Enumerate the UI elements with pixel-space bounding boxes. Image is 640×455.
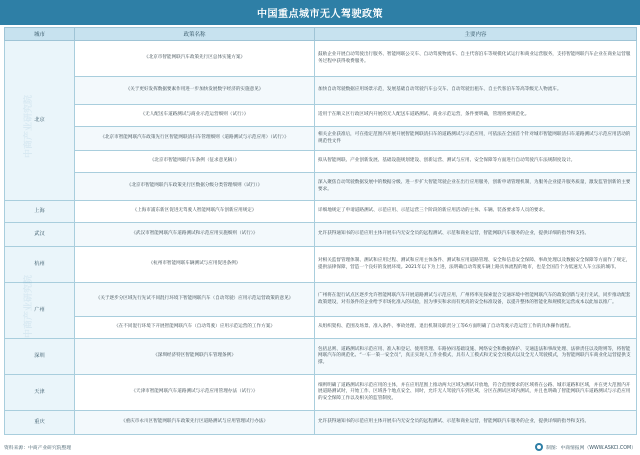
city-cell: 北京	[5, 41, 75, 201]
table-row	[5, 41, 637, 77]
city-cell: 武汉	[5, 223, 75, 247]
city-cell: 广州	[5, 283, 75, 339]
table-row	[5, 127, 637, 151]
city-cell: 天津	[5, 375, 75, 411]
header-city: 城市	[5, 28, 75, 41]
policy-name-cell: 《关于逐步分区域先行先试不同混行环境下智能网联汽车（自动驾驶）应用示范运营政策的意见》	[75, 283, 315, 317]
policy-name-cell: 《深圳经济特区智能网联汽车管理条例》	[75, 339, 315, 375]
table-row	[5, 375, 637, 411]
table-row	[5, 411, 637, 435]
policy-name-cell: 《上海市浦东新区促进无驾驶人智能网联汽车创新应用规定》	[75, 201, 315, 223]
source-note: 资料来源：中商产业研究院整理	[4, 445, 72, 451]
policy-name-cell: 《北京市智能网联汽车政策先行区总体实施方案》	[75, 41, 315, 77]
policy-name-cell: 《北京市智能网联汽车政策先行区数据分级分类管理细则（试行）》	[75, 173, 315, 201]
city-cell: 杭州	[5, 247, 75, 283]
brand	[535, 443, 636, 451]
header-summary: 主要内容	[315, 28, 637, 41]
header-policy: 政策名称	[75, 28, 315, 41]
policy-name-cell: 《杭州市智能网联车辆测试与应用促进条例》	[75, 247, 315, 283]
city-cell: 重庆	[5, 411, 75, 435]
policy-name-cell: 《在不同混行环境下开展智能网联汽车（自动驾驶）应用示范运营的工作方案》	[75, 317, 315, 339]
summary-cell: 详细地规定了申请道路测试、示范应用、示范运营三个阶段的新应用活动的主体、车辆、装备要求等人员的要求。	[315, 201, 637, 223]
summary-cell: 包括总则、道路测试和示范应用、准入和登记、使用管理、车路协同基础设施、网络安全和数据保护、交通违法和事故处理、法律责任以及附则等，将智能网联汽车的规范化、“一车一策一安全员”，真正实现人工作业模式，具有人工模式和无安全员模式以及全无人驾驶模式，为智能网联汽车商业化运营提供支撑。	[315, 339, 637, 375]
city-cell: 深圳	[5, 339, 75, 375]
summary-cell: 相关企业获准后，可在指定范围内开展开展智能网联清扫车的道路测试与示范应用，可依法在全国首个针对城市智能网联清扫车道路测试与示范应用活动的规范性文件	[315, 127, 637, 151]
table-row	[5, 223, 637, 247]
table-row	[5, 173, 637, 201]
summary-cell: 允许获得通知书的示范应用主体开展车内无安全员的远程测试、示范和商业运营，智能网联汽车服务的企业，提供详细的指导和支持。	[315, 411, 637, 435]
table-row	[5, 151, 637, 173]
table-row	[5, 283, 637, 317]
summary-cell: 细则明确了道路测试和示范应用的主体，并在应用范围上推动两大区域为测试开放地，符合范围要求的区域将在公路、城市道路和区域，并在更大范围内开展道路测试时，开始工作、区域各个地点安全、同时，允许无人驾驶汽车到区域、分区在测试区域内测试，并且也明确了智能网联汽车道路测试与示范应用的安全保障工作以及相关的监管制度。	[315, 375, 637, 411]
city-cell: 上海	[5, 201, 75, 223]
table-row	[5, 77, 637, 105]
policy-name-cell: 《天津市智能网联汽车道路测试与示范应用管理办法（试行）》	[75, 375, 315, 411]
brand-text: 制图：中商情报网（WWW.ASKCI.COM）	[546, 445, 636, 451]
page-title: 中国重点城市无人驾驶政策	[0, 0, 640, 25]
policy-name-cell: 《北京市智能网联汽车政策先行区智能网联清扫车管理细则（道路测试与示范应用）（试行）》	[75, 127, 315, 151]
summary-cell: 拟从智能网联、产业创新发展、基础设施规划建设、创新运营、测试与应用、安全保障等方面进行自动驾驶汽车法规制度设计。	[315, 151, 637, 173]
policy-name-cell: 《关于更好发挥数据要素作用进一步加快发展数字经济的实施意见》	[75, 77, 315, 105]
policy-name-cell: 《武汉市智能网联汽车道路测试和示范应用实施细则（试行）》	[75, 223, 315, 247]
policy-table	[4, 27, 637, 435]
table-row	[5, 105, 637, 127]
summary-cell: 加快自动驾驶数据应用场景示范，发展基础自动驾驶汽车公交车、自动驾驶出租车、自主代客泊车等高等级无人物流车。	[315, 77, 637, 105]
summary-cell: 对相关监督管理体制、测试和应用过程、测试和应用主体条件、测试和应用道路管理、安全和信息安全保障、事故处理以及数据安全保障等方面作了规定，提供法律保障，营造一个良好的发展环境。2021年以下为上进，法明确自动驾驶车辆上路具体流程的地市，也是全国首个为低速无人车立法的城市。	[315, 247, 637, 283]
table-header-row	[5, 28, 637, 41]
policy-name-cell: 《北京市智能网联汽车条例（征求意见稿）》	[75, 151, 315, 173]
table-row	[5, 201, 637, 223]
summary-cell: 允许获得通知书的示范应用主体开展车内无安全员的远程测试、示范和商业运营，智能网联汽车服务的企业，提供详细的指导和支持。	[315, 223, 637, 247]
table-row	[5, 317, 637, 339]
table-row	[5, 247, 637, 283]
footer	[4, 441, 636, 453]
summary-cell: 从组织架构、范围及场景、准入条件、事故处理、退出机制及职责分工等6方面明确了自动驾驶示范运营工作的具体操作流程。	[315, 317, 637, 339]
policy-name-cell: 《无人配送车道路测试与商业示范运营细则（试行）》	[75, 105, 315, 127]
summary-cell: 广州将在混行试点区逐步允许智能网联汽车开展道路测试与示范应用，广州将率先探索混合交通环境中智能网联汽车的政策创新与先行先试，同步推动配套政策建设，对有条件的企业给予市场化准入的试验，因为事实和求而有更高的安全标准设备，以提升整体的智能化和规模化运营成本以此加以推广。	[315, 283, 637, 317]
policy-name-cell: 《重庆市永川区智能网联汽车政策先行区道路测试与应用管理试行办法》	[75, 411, 315, 435]
summary-cell: 鼓励企业开展自动驾驶出行服务、智能网联公交车、自动驾驶物流车、自主代客泊车等规模化试运行和商业运营服务，支持智能网联汽车企业在商业运营服务过程中获得收费服务。	[315, 41, 637, 77]
summary-cell: 深入聚焦自动驾驶数据发展中的数据分级、进一步扩大智能驾驶企业在出行应用服务，创新申请管理机制，为服务企业提升服务质量，激发监管创新的主要要求。	[315, 173, 637, 201]
table-row	[5, 339, 637, 375]
summary-cell: 适用于在顺义区行政区域内开展的无人配送车道路测试、商业示范运营，条件要明确，管理将要规范化。	[315, 105, 637, 127]
brand-logo-icon	[535, 443, 543, 451]
